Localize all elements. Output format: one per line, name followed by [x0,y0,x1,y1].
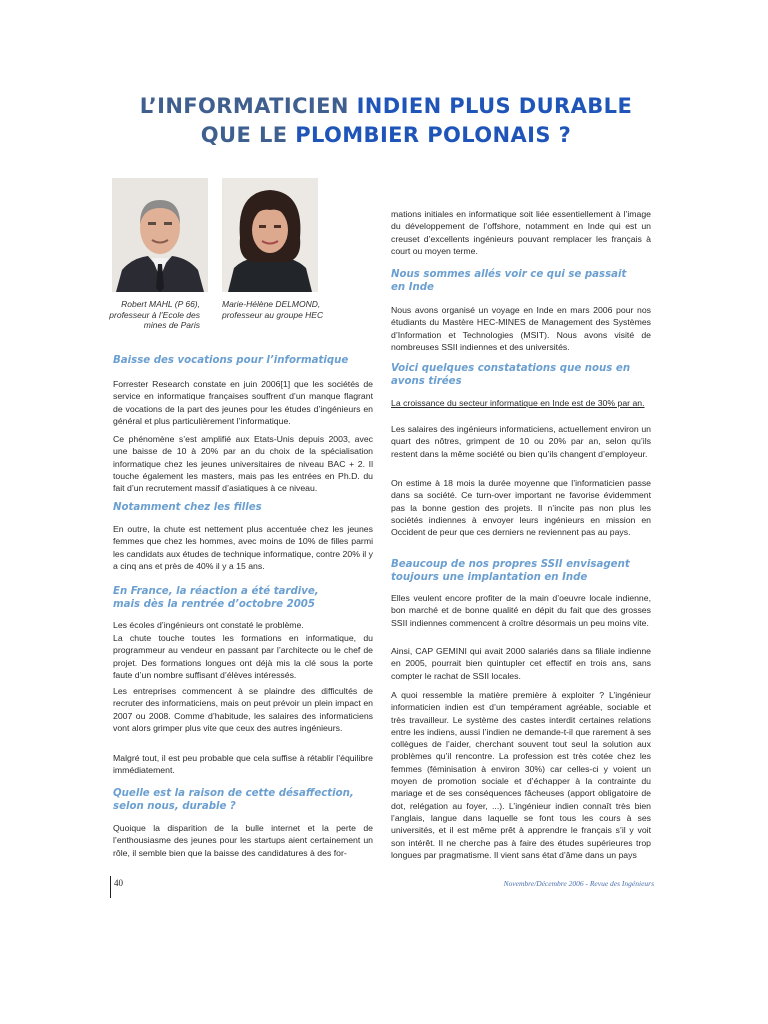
paragraph: Les salaires des ingénieurs informaticiens, actuellement environ un quart des nôtres, grimpent de 10 ou 20% par an, selon qu’ils restent dans la même société ou bien qu’ils changent d’employeur. [391,424,651,459]
journal-footer: Novembre/Décembre 2006 - Revue des Ingénieurs [503,879,654,888]
portrait-woman-image [222,178,318,292]
author-photo-delmond [222,178,318,292]
heading-voyage-inde: Nous sommes allés voir ce qui se passait en Inde [391,269,627,293]
paragraph: Les entreprises commencent à se plaindre des difficultés de recruter des informaticiens, mais on peut prévoir un plein impact en 2007 ou 2008. Comme d’habitude, les salaires des informaticiens vont alors grimper plus vite que ceux des autres ingénieurs. [113,686,373,733]
footer-rule [110,876,111,898]
paragraph: A quoi ressemble la matière première à exploiter ? L’ingénieur informaticien indien est d’un tempérament agréable, sociable et très travailleur. Le système des castes interdit certaines relations entre les indiens, aussi l’indien ne demande-t-il que rarement à ses collègues de l’aider, cherchant souvent tout seul la solution aux problèmes qu’il rencontre. La profession est très cotée chez les femmes (féminisation à environ 30%) car celles-ci y voient un moyen de promotion sociale et d’échapper à la contrainte du mariage et de ses conséquences fâcheuses (apport obligatoire de dot, relégation au foyer, ...). L’ingénieur indien connaît très bien l’anglais, langue dans laquelle se font tous les cours à ses universités, et il est même prêt à apprendre le français s’il y voit son intérêt. Il ne cherche pas à faire des études supérieures trop longues par pragmatisme. Il vient sans état d’âme dans un pays [391,690,651,860]
title-line-1: L’INFORMATICIEN INDIEN PLUS DURABLE [139,94,633,118]
paragraph: On estime à 18 mois la durée moyenne que l’informaticien passe dans sa société. Ce turn-over important ne favorise évidemment pas la bonne gestion des projets. Il n’incite pas non plus les sociétés indiennes à envoyer leurs ingénieurs en mission en Occident de peur que ces derniers ne reviennent pas au pays. [391,478,651,538]
paragraph: mations initiales en informatique soit liée essentiellement à l’image du développement de l’offshore, notamment en Inde qui est un creuset d’excellents ingénieurs pouvant remplacer les français à court ou moyen terme. [391,209,651,256]
paragraph: Forrester Research constate en juin 2006[1] que les sociétés de service en informatique françaises souffrent d’un manque flagrant de vocations de la part des jeunes pour les études d’ingénieurs en général et plus particulièrement l’informatique. [113,379,373,426]
caption-mahl: Robert MAHL (P 66), professeur à l’Ecole des mines de Paris [109,299,200,330]
paragraph: La chute touche toutes les formations en informatique, du programmeur au vendeur en passant par l’architecte ou le chef de projet. Des formations longues ont déjà mis la clé sous la porte faute d’un nombre suffisant d’élèves intéressés. [113,633,373,680]
heading-france-reaction: En France, la réaction a été tardive, mais dès la rentrée d’octobre 2005 [113,586,319,610]
paragraph: Malgré tout, il est peu probable que cela suffise à rétablir l’équilibre immédiatement. [113,753,373,776]
paragraph: Nous avons organisé un voyage en Inde en mars 2006 pour nos étudiants du Mastère HEC-MINES de Management des Systèmes d’Information et Technologies (MSIT). Nous avons visité de nombreuses SSII indiennes et des universités. [391,305,651,352]
paragraph-underlined: La croissance du secteur informatique en Inde est de 30% par an. [391,398,645,408]
paragraph: En outre, la chute est nettement plus accentuée chez les jeunes femmes que chez les hommes, avec moins de 10% de filles parmi les candidats aux études de technique informatique, contre 20% il y a cinq ans et près de 40% il y a 15 ans. [113,524,373,571]
heading-ssii-implantation: Beaucoup de nos propres SSII envisagent toujours une implantation en Inde [391,559,630,583]
paragraph: Ainsi, CAP GEMINI qui avait 2000 salariés dans sa filiale indienne en 2005, pourrait bien quintupler cet effectif en trois ans, sans compter le rachat de SSII locales. [391,646,651,681]
paragraph: Elles veulent encore profiter de la main d’oeuvre locale indienne, bon marché et de bonne qualité en dépit du fait que des grosses SSII indiennes commencent à croître désormais un peu moins vite. [391,593,651,628]
page-number: 40 [114,878,123,888]
paragraph: Ce phénomène s’est amplifié aux Etats-Unis depuis 2003, avec une baisse de 10 à 20% par an du choix de la spécialisation informatique chez les jeunes universitaires de niveau BAC + 2. Il touche également les masters, mais pas les entrées en Ph.D. du fait d’un recrutement massif d’asiatiques à ce niveau. [113,434,373,494]
article-title [96,92,676,150]
paragraph: Quoique la disparition de la bulle internet et la perte de l’enthousiasme des jeunes pour les startups aient certainement un rôle, il semble bien que la baisse des candidatures à des for- [113,823,373,858]
paragraph: Les écoles d’ingénieurs ont constaté le problème. [113,620,304,630]
title-line-2: QUE LE PLOMBIER POLONAIS ? [200,123,572,147]
heading-constatations: Voici quelques constatations que nous en avons tirées [391,363,631,387]
heading-filles: Notamment chez les filles [113,502,262,513]
heading-raison-desaffection: Quelle est la raison de cette désaffection, selon nous, durable ? [113,788,354,812]
caption-delmond: Marie-Hélène DELMOND, professeur au groupe HEC [222,299,324,320]
heading-baisse-vocations: Baisse des vocations pour l’informatique [113,355,349,366]
author-photo-mahl [112,178,208,292]
portrait-man-image [112,178,208,292]
